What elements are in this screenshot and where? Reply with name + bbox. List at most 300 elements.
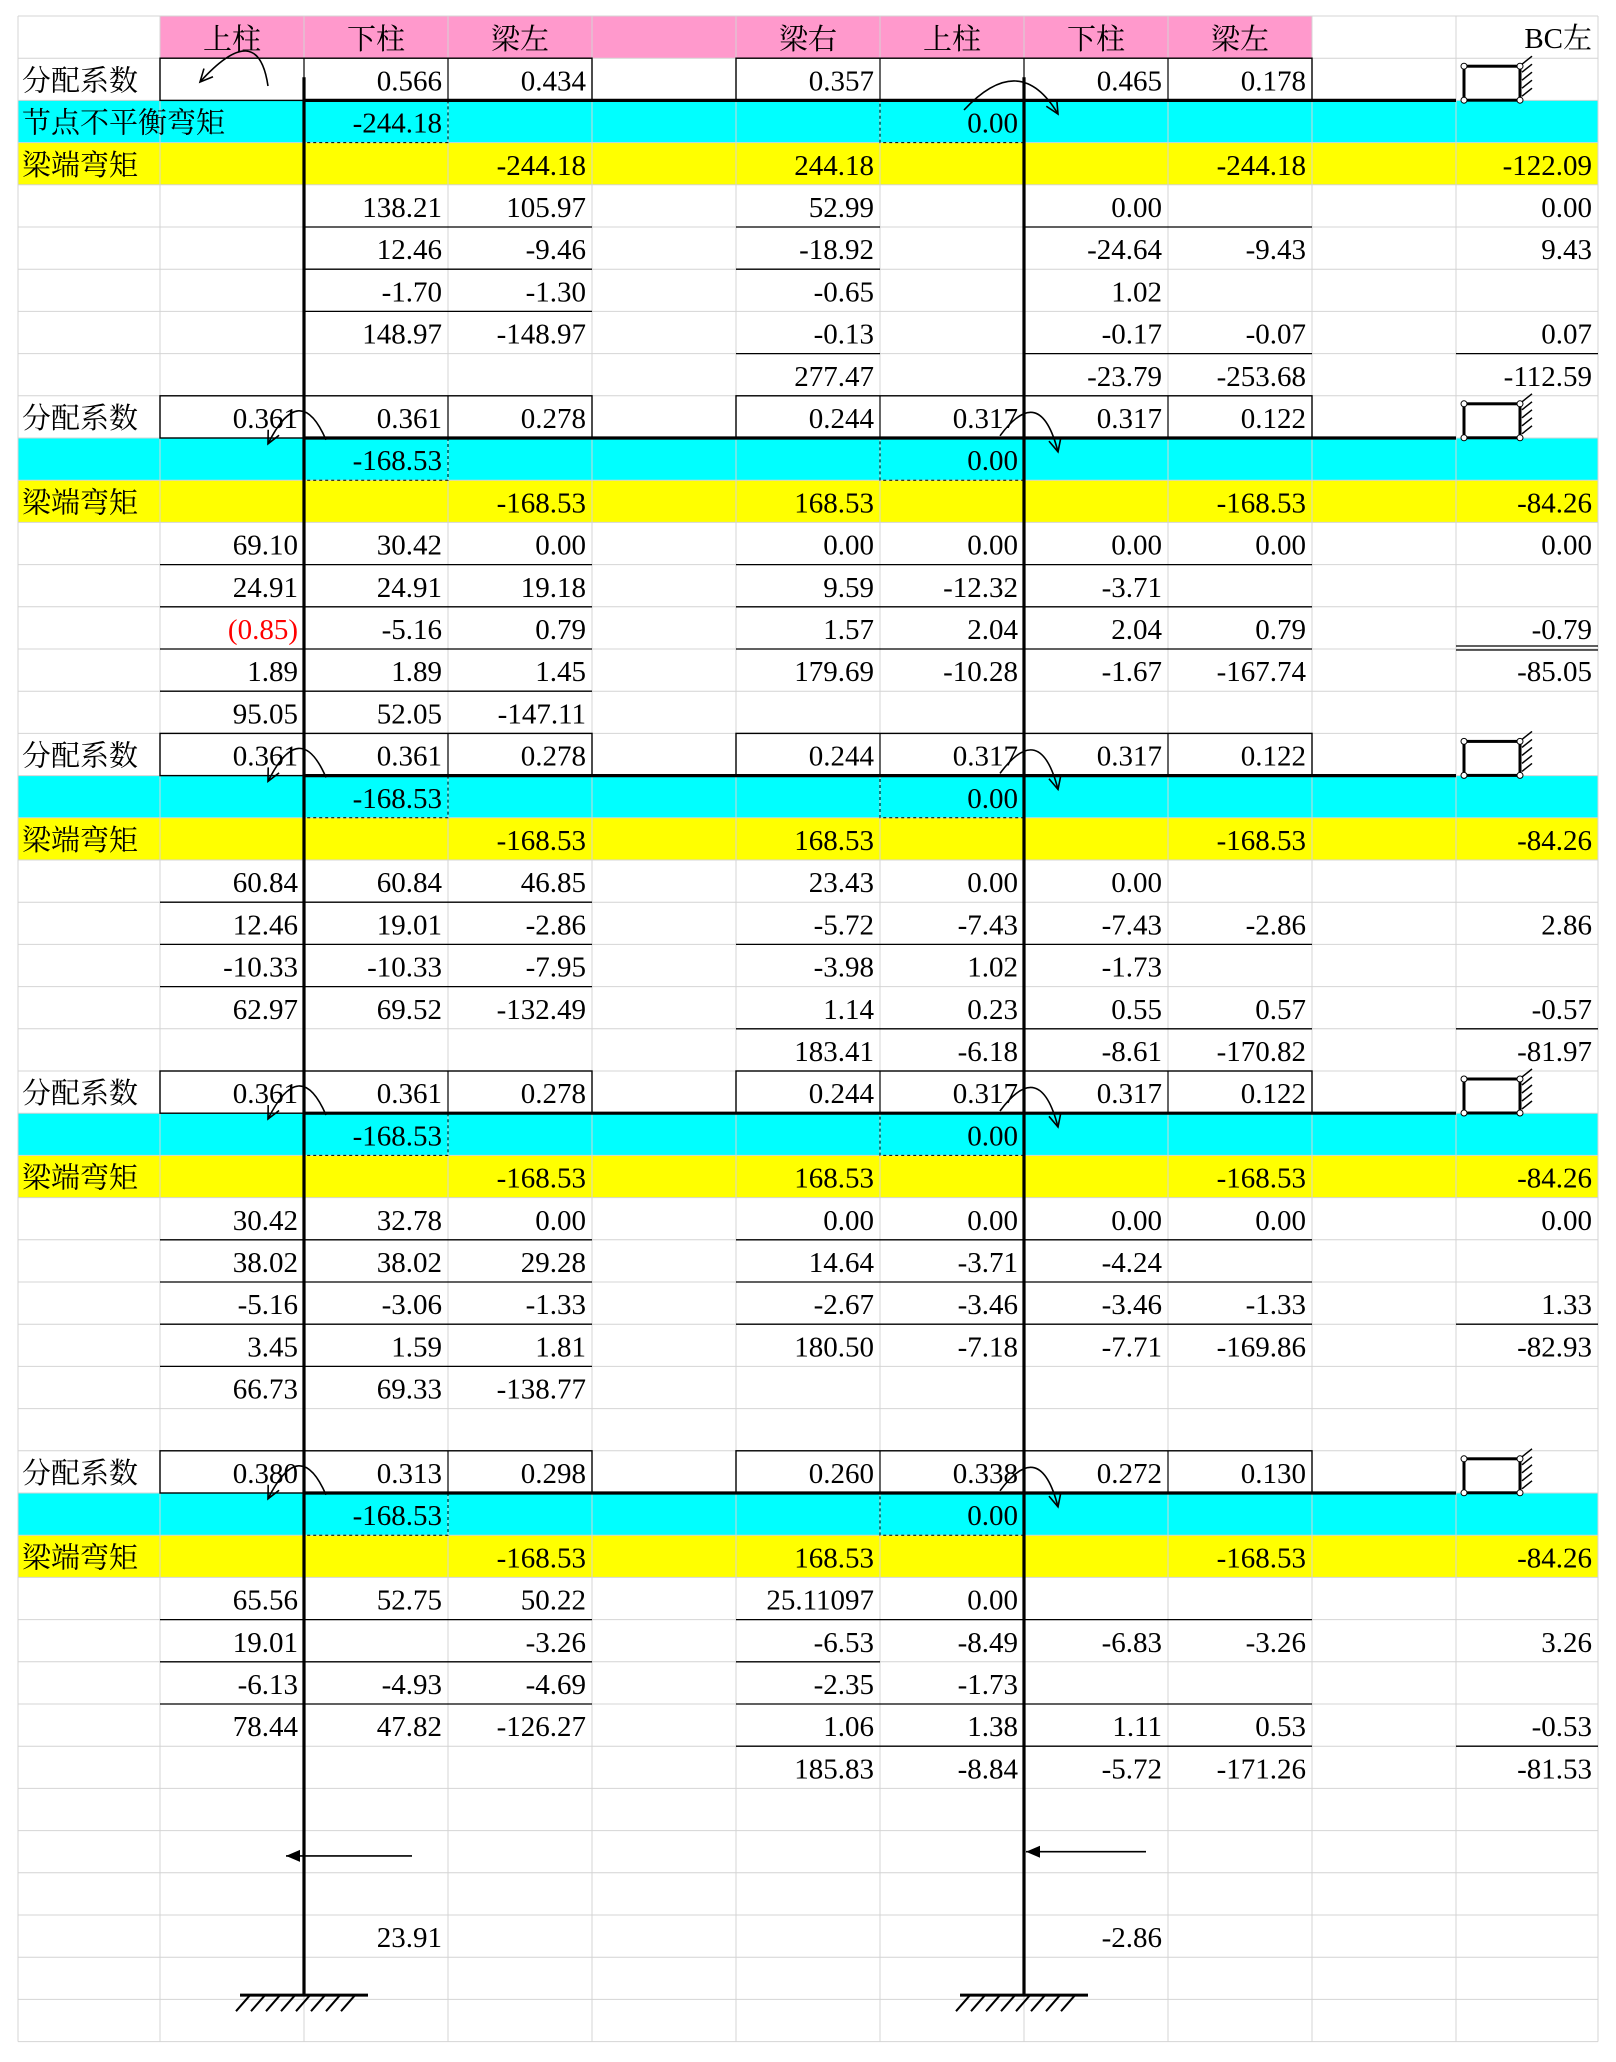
cell-value: -4.24 — [1101, 1247, 1162, 1279]
cell-value: 0.00 — [967, 782, 1018, 815]
cell-value: -5.72 — [1101, 1753, 1162, 1786]
cell-value: 24.91 — [232, 571, 298, 604]
cell-value: 0.00 — [1255, 529, 1306, 562]
cell-value: 0.317 — [1096, 740, 1162, 773]
sway-icon-5-hatch — [1522, 1481, 1532, 1489]
sway-icon-2-hatch — [1522, 410, 1532, 418]
cell-value: 1.11 — [1112, 1711, 1162, 1744]
cell-value: 0.00 — [535, 1204, 586, 1237]
cell-value: 138.21 — [362, 192, 442, 224]
cell-value: 0.338 — [952, 1458, 1018, 1490]
cell-value: 1.02 — [1111, 276, 1162, 309]
cell-value: 12.46 — [376, 234, 442, 267]
sway-icon-5 — [1461, 1449, 1532, 1496]
cell-value: 0.00 — [967, 1500, 1018, 1533]
unbalanced-moment-band — [18, 438, 1598, 480]
cell-value: 179.69 — [794, 656, 874, 689]
cell-value: -7.95 — [525, 951, 586, 984]
cell-value: 52.75 — [376, 1584, 442, 1617]
cell-value: 0.317 — [952, 1078, 1018, 1111]
cell-value: 1.14 — [823, 993, 874, 1026]
cell-value: -147.11 — [497, 698, 586, 731]
sway-icon-1-hatch — [1522, 88, 1532, 96]
cell-value: -84.26 — [1517, 487, 1592, 520]
fixed-support-a-hatch — [296, 1995, 310, 2011]
cell-value: -23.79 — [1087, 360, 1162, 393]
cell-value: -3.71 — [957, 1247, 1018, 1279]
sway-icon-3 — [1461, 731, 1532, 778]
cell-value: -5.16 — [381, 614, 442, 646]
cell-value: -168.53 — [1216, 487, 1306, 520]
cell-value: -2.67 — [813, 1289, 874, 1322]
cell-value: -3.06 — [381, 1289, 442, 1322]
row-label: 节点不平衡弯矩 — [22, 107, 226, 140]
cell-value: 0.465 — [1096, 65, 1162, 98]
sway-icon-3-hatch — [1522, 763, 1532, 771]
cell-value: 3.45 — [247, 1331, 298, 1364]
cell-value: 180.50 — [794, 1331, 874, 1364]
cell-value: -7.71 — [1101, 1331, 1162, 1364]
cell-value: 0.79 — [535, 614, 586, 646]
cell-value: -126.27 — [496, 1711, 586, 1744]
fixed-support-b-hatch — [986, 1995, 1000, 2011]
sway-icon-4-hinge — [1517, 1110, 1523, 1116]
cell-value: -253.68 — [1216, 360, 1306, 393]
row-label: 梁端弯矩 — [22, 1162, 139, 1195]
cell-value: 30.42 — [376, 529, 442, 562]
cell-value: 0.278 — [520, 740, 586, 773]
fixed-support-b-hatch — [956, 1995, 970, 2011]
cell-value: 0.00 — [535, 529, 586, 562]
sway-icon-4-hinge — [1461, 1110, 1467, 1116]
fixed-support-b-hatch — [1016, 1995, 1030, 2011]
cell-value: 0.317 — [1096, 403, 1162, 435]
cell-value: 1.38 — [967, 1711, 1018, 1744]
cell-value: 0.07 — [1541, 318, 1592, 351]
cell-value: 0.244 — [808, 740, 874, 773]
fixed-support-a-hatch — [341, 1995, 355, 2011]
cell-value: -3.26 — [1245, 1626, 1306, 1659]
cell-value: 52.99 — [808, 192, 874, 224]
cell-value: 14.64 — [808, 1247, 874, 1279]
cell-value: -81.53 — [1517, 1753, 1592, 1786]
cell-value: 0.361 — [376, 1078, 442, 1111]
cell-value: 66.73 — [232, 1373, 298, 1406]
cell-value: 19.01 — [232, 1626, 298, 1659]
sway-icon-1-hatch — [1522, 64, 1532, 72]
sway-icon-2-hatch — [1522, 426, 1532, 434]
cell-value: -1.70 — [381, 276, 442, 309]
cell-value: -7.18 — [957, 1331, 1018, 1364]
shear-arrow-left-head — [286, 1850, 300, 1862]
cell-value: -7.43 — [957, 909, 1018, 942]
cell-value: 1.89 — [247, 656, 298, 689]
cell-value: -168.53 — [1216, 1542, 1306, 1575]
cell-value: 168.53 — [794, 487, 874, 520]
cell-value: 0.361 — [232, 740, 298, 773]
cell-value: -24.64 — [1087, 234, 1162, 267]
cell-value: 0.00 — [1111, 529, 1162, 562]
column-header-0: 上柱 — [202, 24, 262, 57]
sway-icon-2-hatch — [1522, 418, 1532, 426]
unbalanced-moment-band — [18, 1113, 1598, 1155]
cell-value: 9.43 — [1541, 234, 1592, 267]
cell-value: 0.178 — [1240, 65, 1306, 98]
cell-value: 168.53 — [794, 1542, 874, 1575]
cell-value: 30.42 — [232, 1204, 298, 1237]
cell-value: 19.01 — [376, 909, 442, 942]
fixed-support-b-hatch — [1001, 1995, 1015, 2011]
cell-value: 0.122 — [1240, 740, 1306, 773]
sway-icon-1-frame — [1464, 66, 1520, 100]
cell-value: 0.00 — [1541, 192, 1592, 224]
cell-value: -5.16 — [237, 1289, 298, 1322]
cell-value: -84.26 — [1517, 1162, 1592, 1195]
cell-value: 0.55 — [1111, 993, 1162, 1026]
cell-value: -168.53 — [496, 487, 586, 520]
cell-value: -168.53 — [496, 1162, 586, 1195]
cell-value: 0.278 — [520, 403, 586, 435]
cell-value: -168.53 — [352, 1120, 442, 1153]
cell-value: -171.26 — [1216, 1753, 1306, 1786]
cell-value: 46.85 — [520, 867, 586, 900]
sway-icon-5-hatch — [1522, 1465, 1532, 1473]
cell-value: 1.45 — [535, 656, 586, 689]
cell-value: 1.81 — [535, 1331, 586, 1364]
cell-value: -84.26 — [1517, 825, 1592, 857]
sway-icon-1-hinge — [1461, 63, 1467, 69]
cell-value: -138.77 — [496, 1373, 586, 1406]
sway-icon-3-hatch — [1522, 731, 1532, 739]
cell-value: 0.260 — [808, 1458, 874, 1490]
sway-icon-4-hatch — [1522, 1085, 1532, 1093]
cell-value: 0.00 — [1111, 192, 1162, 224]
cell-value: -6.53 — [813, 1626, 874, 1659]
sway-icon-3-hatch — [1522, 755, 1532, 763]
row-label: 分配系数 — [22, 740, 139, 773]
cell-value: 0.317 — [952, 403, 1018, 435]
cell-value: -132.49 — [496, 993, 586, 1026]
cell-value: 23.91 — [376, 1922, 442, 1955]
cell-value: -82.93 — [1517, 1331, 1592, 1364]
cell-value: 185.83 — [794, 1753, 874, 1786]
sway-icon-2-hinge — [1461, 401, 1467, 407]
cell-value: -168.53 — [352, 1500, 442, 1533]
cell-value: 0.317 — [952, 740, 1018, 773]
column-header-2: 梁左 — [490, 24, 550, 57]
column-header-5: 下柱 — [1066, 24, 1126, 57]
sway-icon-2-hinge — [1461, 435, 1467, 441]
cell-value: 0.298 — [520, 1458, 586, 1490]
cell-value: -0.57 — [1531, 993, 1592, 1026]
sway-icon-5-hatch — [1522, 1449, 1532, 1457]
fixed-support-a-hatch — [251, 1995, 265, 2011]
row-label: 分配系数 — [22, 1078, 139, 1111]
cell-value: 168.53 — [794, 1162, 874, 1195]
cell-value: 0.122 — [1240, 1078, 1306, 1111]
cell-value: 52.05 — [376, 698, 442, 731]
cell-value: 0.00 — [823, 1204, 874, 1237]
fixed-support-a-hatch — [311, 1995, 325, 2011]
cell-value: 0.57 — [1255, 993, 1306, 1026]
cell-value: -148.97 — [496, 318, 586, 351]
row-label: 梁端弯矩 — [22, 825, 139, 857]
fixed-support-b-hatch — [1061, 1995, 1075, 2011]
cell-value: 0.00 — [823, 529, 874, 562]
cell-value: -122.09 — [1502, 149, 1592, 182]
cell-value: -244.18 — [1216, 149, 1306, 182]
shear-arrow-right-head — [1026, 1846, 1040, 1858]
cell-value: 38.02 — [232, 1247, 298, 1279]
cell-value: 0.278 — [520, 1078, 586, 1111]
sway-icon-1 — [1461, 56, 1532, 103]
sway-icon-2-hatch — [1522, 394, 1532, 402]
cell-value: 19.18 — [520, 571, 586, 604]
sway-icon-3-hinge — [1461, 738, 1467, 744]
cell-value: 0.313 — [376, 1458, 442, 1490]
cell-value: -4.69 — [525, 1669, 586, 1701]
sway-icon-3-hinge — [1461, 772, 1467, 778]
cell-value: 0.361 — [232, 1078, 298, 1111]
cell-value: 183.41 — [794, 1036, 874, 1068]
cell-value: 3.26 — [1541, 1626, 1592, 1659]
row-label: 分配系数 — [22, 65, 139, 98]
cell-value: 277.47 — [794, 360, 874, 393]
cell-value: 0.00 — [967, 107, 1018, 140]
cell-value: -1.33 — [525, 1289, 586, 1322]
cell-value: 0.00 — [967, 1120, 1018, 1153]
sway-icon-5-hinge — [1461, 1490, 1467, 1496]
cell-value: 29.28 — [520, 1247, 586, 1279]
sway-icon-4-hatch — [1522, 1093, 1532, 1101]
cell-value: 1.33 — [1541, 1289, 1592, 1322]
unbalanced-moment-band — [18, 100, 1598, 142]
cell-value: 62.97 — [232, 993, 298, 1026]
cell-value: -6.83 — [1101, 1626, 1162, 1659]
cell-value: 60.84 — [376, 867, 442, 900]
cell-value: -3.98 — [813, 951, 874, 984]
cell-value: -9.43 — [1245, 234, 1306, 267]
cell-value: -10.33 — [223, 951, 298, 984]
fixed-support-a-hatch — [281, 1995, 295, 2011]
cell-value: 0.130 — [1240, 1458, 1306, 1490]
cell-value: 69.33 — [376, 1373, 442, 1406]
cell-value: -2.86 — [1101, 1922, 1162, 1955]
cell-value: 9.59 — [823, 571, 874, 604]
cell-value: 1.02 — [967, 951, 1018, 984]
cell-value: 0.53 — [1255, 1711, 1306, 1744]
cell-value: -8.61 — [1101, 1036, 1162, 1068]
cell-value: 168.53 — [794, 825, 874, 857]
cell-value: 50.22 — [520, 1584, 586, 1617]
cell-value: -168.53 — [352, 445, 442, 478]
cell-value: 0.00 — [1111, 1204, 1162, 1237]
cell-value: -8.49 — [957, 1626, 1018, 1659]
cell-value: -81.97 — [1517, 1036, 1592, 1068]
cell-value: 0.00 — [967, 1204, 1018, 1237]
cell-value: 2.86 — [1541, 909, 1592, 942]
cell-value: 1.06 — [823, 1711, 874, 1744]
sway-icon-4 — [1461, 1069, 1532, 1116]
cell-value: 25.11097 — [766, 1584, 874, 1617]
cell-value: -9.46 — [525, 234, 586, 267]
cell-value: -112.59 — [1503, 360, 1592, 393]
cell-value: -3.46 — [1101, 1289, 1162, 1322]
cell-value: -167.74 — [1216, 656, 1306, 689]
cell-value: -1.33 — [1245, 1289, 1306, 1322]
fixed-support-b-hatch — [1046, 1995, 1060, 2011]
column-header-1: 下柱 — [346, 24, 406, 57]
cell-value: 69.52 — [376, 993, 442, 1026]
cell-value: -168.53 — [496, 1542, 586, 1575]
cell-value: 105.97 — [506, 192, 586, 224]
column-header-4: 上柱 — [922, 24, 982, 57]
cell-value: -7.43 — [1101, 909, 1162, 942]
cell-value: -5.72 — [813, 909, 874, 942]
cell-value: -6.13 — [237, 1669, 298, 1701]
row-label: 分配系数 — [22, 1458, 139, 1490]
cell-value: -1.67 — [1101, 656, 1162, 689]
cell-value: 0.272 — [1096, 1458, 1162, 1490]
sway-icon-3-frame — [1464, 741, 1520, 775]
cell-value: 95.05 — [232, 698, 298, 731]
cell-value: 0.00 — [967, 529, 1018, 562]
cell-value: -2.35 — [813, 1669, 874, 1701]
cell-value: 0.122 — [1240, 403, 1306, 435]
unbalanced-moment-band — [18, 1493, 1598, 1535]
column-header-6: 梁左 — [1210, 24, 1270, 57]
cell-value: 0.79 — [1255, 614, 1306, 646]
cell-value: 78.44 — [232, 1711, 298, 1744]
row-label: 梁端弯矩 — [22, 149, 139, 182]
sway-icon-1-hatch — [1522, 80, 1532, 88]
cell-value: -0.07 — [1245, 318, 1306, 351]
cell-value: 65.56 — [232, 1584, 298, 1617]
cell-value: (0.85) — [227, 614, 298, 646]
cell-value: 0.244 — [808, 1078, 874, 1111]
fixed-support-a-hatch — [266, 1995, 280, 2011]
cell-value: -168.53 — [1216, 1162, 1306, 1195]
sway-icon-4-hatch — [1522, 1101, 1532, 1109]
sway-icon-4-hatch — [1522, 1069, 1532, 1077]
cell-value: -4.93 — [381, 1669, 442, 1701]
cell-value: 2.04 — [1111, 614, 1162, 646]
cell-value: 1.59 — [391, 1331, 442, 1364]
cell-value: 47.82 — [376, 1711, 442, 1744]
cell-value: -0.65 — [813, 276, 874, 309]
cell-value: -85.05 — [1517, 656, 1592, 689]
cell-value: -244.18 — [352, 107, 442, 140]
sway-icon-3-hinge — [1517, 772, 1523, 778]
cell-value: -169.86 — [1216, 1331, 1306, 1364]
row-label: 梁端弯矩 — [22, 487, 139, 520]
cell-value: -10.28 — [943, 656, 1018, 689]
cell-value: 0.361 — [232, 403, 298, 435]
sway-icon-5-hinge — [1461, 1456, 1467, 1462]
bc-left-header: BC左 — [1524, 23, 1592, 56]
sway-icon-2-hatch — [1522, 402, 1532, 410]
sway-icon-2-hinge — [1517, 435, 1523, 441]
cell-value: -12.32 — [943, 571, 1018, 604]
cell-value: 0.361 — [376, 403, 442, 435]
cell-value: 0.00 — [967, 1584, 1018, 1617]
sway-icon-1-hatch — [1522, 56, 1532, 64]
cell-value: 0.357 — [808, 65, 874, 98]
cell-value: 0.00 — [1111, 867, 1162, 900]
sway-icon-5-hatch — [1522, 1457, 1532, 1465]
sway-icon-1-hatch — [1522, 72, 1532, 80]
sway-icon-1-hinge — [1517, 97, 1523, 103]
cell-value: -244.18 — [496, 149, 586, 182]
cell-value: -0.53 — [1531, 1711, 1592, 1744]
sway-icon-4-hatch — [1522, 1077, 1532, 1085]
sway-icon-3-hatch — [1522, 747, 1532, 755]
cell-value: -84.26 — [1517, 1542, 1592, 1575]
sway-icon-4-hinge — [1461, 1076, 1467, 1082]
sway-icon-5-frame — [1464, 1459, 1520, 1493]
cell-value: 23.43 — [808, 867, 874, 900]
cell-value: -3.46 — [957, 1289, 1018, 1322]
cell-value: 0.244 — [808, 403, 874, 435]
cell-value: -0.13 — [813, 318, 874, 351]
sway-icon-5-hatch — [1522, 1473, 1532, 1481]
cell-value: 0.434 — [520, 65, 586, 98]
sway-icon-5-hinge — [1517, 1490, 1523, 1496]
cell-value: 148.97 — [362, 318, 442, 351]
cell-value: 0.00 — [967, 867, 1018, 900]
cell-value: -2.86 — [525, 909, 586, 942]
cell-value: 1.89 — [391, 656, 442, 689]
cell-value: 0.00 — [1541, 1204, 1592, 1237]
cell-value: -168.53 — [496, 825, 586, 857]
sway-icon-3-hatch — [1522, 739, 1532, 747]
cell-value: 0.00 — [967, 445, 1018, 478]
fixed-support-a-hatch — [326, 1995, 340, 2011]
cell-value: -170.82 — [1216, 1036, 1306, 1068]
cell-value: 32.78 — [376, 1204, 442, 1237]
cell-value: 38.02 — [376, 1247, 442, 1279]
fixed-support-a-hatch — [236, 1995, 250, 2011]
cell-value: -2.86 — [1245, 909, 1306, 942]
column-header-3: 梁右 — [778, 24, 838, 57]
fixed-support-b-hatch — [1031, 1995, 1045, 2011]
row-label: 分配系数 — [22, 403, 139, 435]
cell-value: 2.04 — [967, 614, 1018, 646]
cell-value: 0.23 — [967, 993, 1018, 1026]
cell-value: 0.317 — [1096, 1078, 1162, 1111]
cell-value: 12.46 — [232, 909, 298, 942]
cell-value: -18.92 — [799, 234, 874, 267]
cell-value: -6.18 — [957, 1036, 1018, 1068]
cell-value: 69.10 — [232, 529, 298, 562]
cell-value: 0.566 — [376, 65, 442, 98]
sway-icon-2 — [1461, 394, 1532, 441]
sway-icon-1-hinge — [1461, 97, 1467, 103]
unbalanced-moment-band — [18, 776, 1598, 818]
cell-value: -3.26 — [525, 1626, 586, 1659]
cell-value: 244.18 — [794, 149, 874, 182]
cell-value: 0.380 — [232, 1458, 298, 1490]
cell-value: 0.00 — [1255, 1204, 1306, 1237]
sway-icon-2-frame — [1464, 404, 1520, 438]
cell-value: -10.33 — [367, 951, 442, 984]
cell-value: -0.17 — [1101, 318, 1162, 351]
cell-value: 0.00 — [1541, 529, 1592, 562]
cell-value: 60.84 — [232, 867, 298, 900]
cell-value: 0.361 — [376, 740, 442, 773]
cell-value: -168.53 — [352, 782, 442, 815]
cell-value: -1.30 — [525, 276, 586, 309]
